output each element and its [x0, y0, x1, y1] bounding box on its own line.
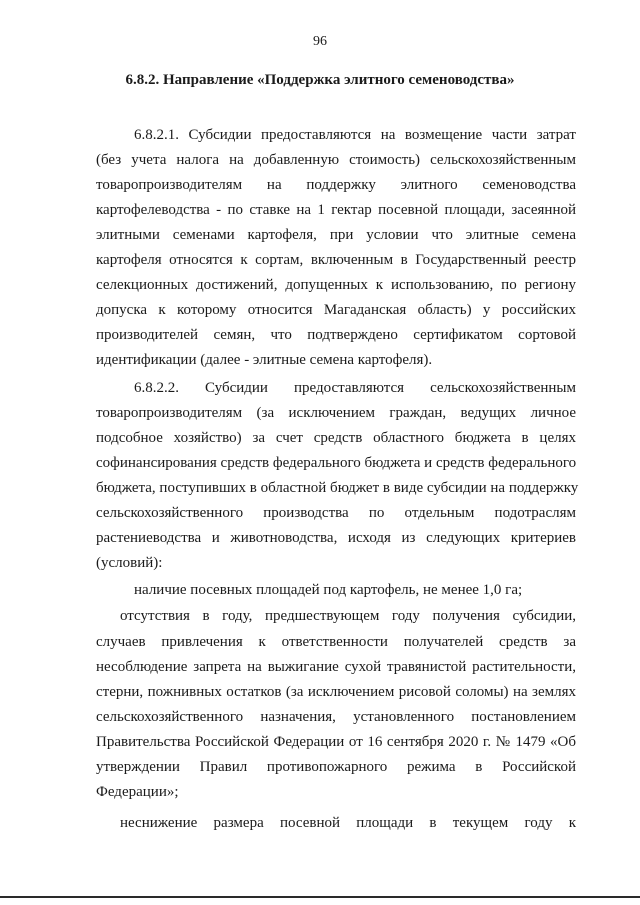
paragraph-line: софинансирования средств федерального бюджета и средств федерального: [96, 455, 577, 471]
paragraph-line: наличие посевных площадей под картофель, не менее 1,0 га;: [134, 582, 523, 598]
section-title: 6.8.2. Направление «Поддержка элитного семеноводства»: [125, 72, 515, 88]
page-number: 96: [313, 34, 327, 49]
paragraph-line: подсобное хозяйство) за счет средств областного бюджета в целях: [96, 430, 576, 446]
paragraph-line: несоблюдение запрета на выжигание сухой травянистой растительности,: [96, 659, 576, 675]
page-bottom-rule: [0, 896, 640, 898]
paragraph-line: утверждении Правил противопожарного режима в Российской: [96, 759, 576, 775]
paragraph-line: случаев привлечения к ответственности получателей средств за: [96, 634, 576, 650]
paragraph-line: товаропроизводителям на поддержку элитного семеноводства: [96, 177, 576, 193]
paragraph-line: товаропроизводителям (за исключением граждан, ведущих личное: [96, 405, 576, 421]
paragraph-line: картофелеводства - по ставке на 1 гектар посевной площади, засеянной: [96, 202, 576, 218]
paragraph-line: допуска к которому относится Магаданская область) у российских: [96, 302, 576, 318]
paragraph-line: 6.8.2.2. Субсидии предоставляются сельскохозяйственным: [134, 380, 576, 396]
paragraph-line: бюджета, поступивших в областной бюджет в виде субсидии на поддержку: [96, 480, 579, 496]
paragraph-line: (без учета налога на добавленную стоимость) сельскохозяйственным: [96, 152, 576, 168]
paragraph-line: картофеля относятся к сортам, включенным в Государственный реестр: [96, 252, 576, 268]
paragraph-line: Федерации»;: [96, 784, 179, 800]
paragraph-line: Правительства Российской Федерации от 16 сентября 2020 г. № 1479 «Об: [96, 734, 576, 750]
paragraph-line: неснижение размера посевной площади в текущем году к: [120, 815, 576, 831]
paragraph-line: растениеводства и животноводства, исходя из следующих критериев: [96, 530, 576, 546]
paragraph-line: производителей семян, что подтверждено сертификатом сортовой: [96, 327, 576, 343]
paragraph-line: элитными семенами картофеля, при условии что элитные семена: [96, 227, 576, 243]
paragraph-line: сельскохозяйственного производства по отдельным подотраслям: [96, 505, 576, 521]
paragraph-line: отсутствия в году, предшествующем году получения субсидии,: [120, 608, 576, 624]
paragraph-line: стерни, пожнивных остатков (за исключением рисовой соломы) на землях: [96, 684, 576, 700]
paragraph-line: 6.8.2.1. Субсидии предоставляются на возмещение части затрат: [134, 127, 576, 143]
paragraph-line: идентификации (далее - элитные семена картофеля).: [96, 352, 433, 368]
paragraph-line: сельскохозяйственного назначения, установленного постановлением: [96, 709, 576, 725]
paragraph-line: (условий):: [96, 555, 163, 571]
paragraph-line: селекционных достижений, допущенных к использованию, по региону: [96, 277, 576, 293]
